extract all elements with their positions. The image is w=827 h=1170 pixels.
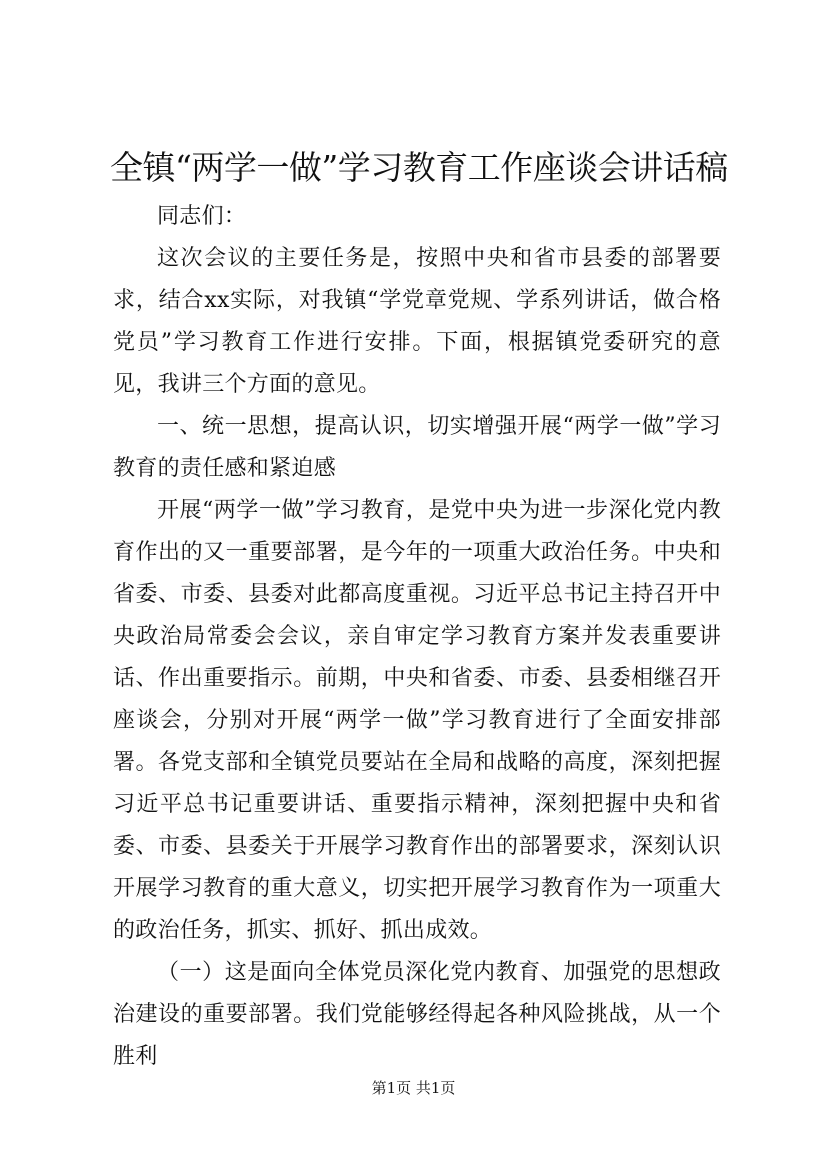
body-paragraph: 开展“两学一做”学习教育，是党中央为进一步深化党内教育作出的又一重要部署，是今年的一项重大政治任务。中央和省委、市委、县委对此都高度重视。习近平总书记主持召开中央政治局常委会会议，亲自审定学习教育方案并发表重要讲话、作出重要指示。前期，中央和省委、市委、县委相继召开座谈会，分别对开展“两学一做”学习教育进行了全面安排部署。各党支部和全镇党员要站在全局和战略的高度，深刻把握习近平总书记重要讲话、重要指示精神，深刻把握中央和省委、市委、县委关于开展学习教育作出的部署要求，深刻认识开展学习教育的重大意义，切实把开展学习教育作为一项重大的政治任务，抓实、抓好、抓出成效。 — [113, 498, 721, 943]
section-heading-one: 一、统一思想，提高认识，切实增强开展“两学一做”学习教育的责任感和紧迫感 — [113, 414, 721, 481]
document-title: 全镇“两学一做”学习教育工作座谈会讲话稿 — [110, 148, 728, 187]
subsection-paragraph: （一）这是面向全体党员深化党内教育、加强党的思想政治建设的重要部署。我们党能够经得起各种风险挑战，从一个胜利 — [113, 960, 721, 1069]
salutation-paragraph: 同志们： — [157, 204, 247, 229]
document-body — [113, 196, 721, 1078]
page-footer: 第1页 共1页 — [371, 1079, 456, 1097]
intro-paragraph: 这次会议的主要任务是，按照中央和省市县委的部署要求，结合xx实际，对我镇“学党章党规、学系列讲话，做合格党员”学习教育工作进行安排。下面，根据镇党委研究的意见，我讲三个方面的意见。 — [113, 246, 721, 397]
